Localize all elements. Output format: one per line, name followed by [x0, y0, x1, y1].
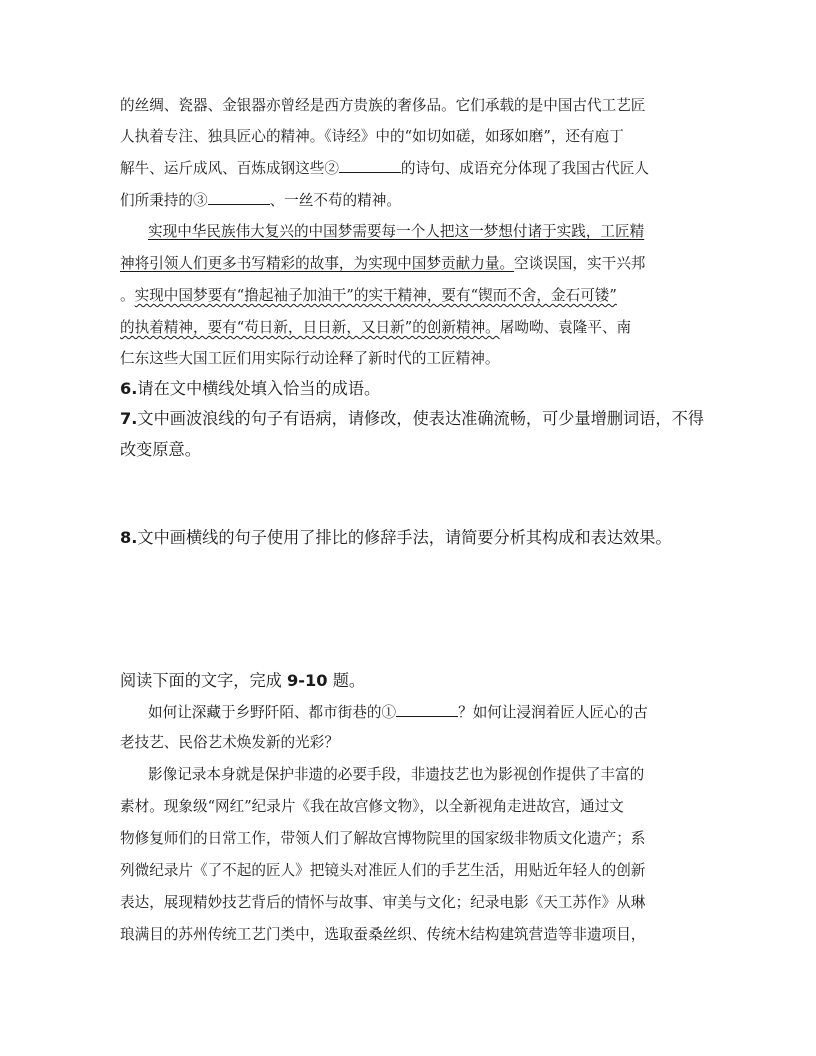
- blank-3: [208, 190, 270, 205]
- underlined-sentence: 实现中华民族伟大复兴的中国梦需要每一个人把这一梦想付诸于实践，工匠精: [148, 223, 645, 240]
- passage-line: [120, 318, 631, 338]
- passage-line: [120, 190, 401, 211]
- question-6: [120, 378, 380, 400]
- passage-line: 表达，展现精妙技艺背后的情怀与故事、审美与文化；纪录电影《天工苏作》从琳: [120, 894, 646, 911]
- question-number: 8.: [120, 528, 138, 547]
- passage-line: 人执着专注、独具匠心的精神。《诗经》中的“如切如磋，如琢如磨”，还有庖丁: [120, 128, 624, 145]
- text-span: 。: [120, 287, 135, 304]
- question-number: 7.: [120, 409, 138, 428]
- text-span: 如何让深藏于乡野阡陌、都市街巷的①: [148, 704, 397, 721]
- text-span: 的诗句、成语充分体现了我国古代匠人: [400, 160, 650, 177]
- passage-line: [148, 702, 648, 723]
- passage-line: 的丝绸、瓷器、金银器亦曾经是西方贵族的奢侈品。它们承载的是中国古代工艺匠: [120, 97, 646, 114]
- wavy-underlined-sentence: 的执着精神，要有“苟日新，日日新，又日新”的创新精神。: [120, 319, 500, 336]
- text-span: ？如何让浸润着匠人匠心的古: [458, 704, 648, 721]
- section-heading: [120, 670, 365, 692]
- text-span: 解牛、运斤成风、百炼成钢这些②: [120, 160, 339, 177]
- question-7-cont: 改变原意。: [120, 440, 201, 459]
- text-span: 们所秉持的③: [120, 192, 208, 209]
- question-text: 文中画横线的句子使用了排比的修辞手法，请简要分析其构成和表达效果。: [137, 528, 672, 547]
- underlined-sentence: 神将引领人们更多书写精彩的故事，为实现中国梦贡献力量。: [120, 255, 515, 272]
- question-range: 9-10: [287, 671, 328, 690]
- blank-2: [339, 158, 401, 173]
- passage-line: [120, 158, 649, 179]
- question-number: 6.: [120, 379, 138, 398]
- passage-line: [120, 286, 617, 306]
- passage-line: 琅满目的苏州传统工艺门类中，选取蚕桑丝织、传统木结构建筑营造等非遗项目，: [120, 926, 646, 943]
- passage-line: 物修复师们的日常工作，带领人们了解故宫博物院里的国家级非物质文化遗产；系: [120, 830, 646, 847]
- passage-line: 影像记录本身就是保护非遗的必要手段，非遗技艺也为影视创作提供了丰富的: [148, 766, 645, 783]
- text-span: 空谈误国，实干兴邦: [514, 255, 646, 272]
- question-8: [120, 527, 672, 549]
- passage-line: [120, 254, 645, 274]
- passage-line: 老技艺、民俗艺术焕发新的光彩？: [120, 734, 339, 751]
- heading-text: 阅读下面的文字，完成: [120, 671, 288, 690]
- passage-line: 素材。现象级“网红”纪录片《我在故宫修文物》，以全新视角走进故宫，通过文: [120, 798, 624, 815]
- text-span: 、一丝不苟的精神。: [269, 192, 401, 209]
- heading-text: 题。: [327, 671, 366, 690]
- question-7: [120, 408, 704, 430]
- question-text: 文中画波浪线的句子有语病，请修改，使表达准确流畅，可少量增删词语，不得: [137, 409, 704, 428]
- passage-line: 仁东这些大国工匠们用实际行动诠释了新时代的工匠精神。: [120, 350, 500, 367]
- blank-1: [396, 702, 458, 717]
- passage-line: 列微纪录片《了不起的匠人》把镜头对准匠人们的手艺生活，用贴近年轻人的创新: [120, 862, 646, 879]
- text-span: 屠呦呦、袁隆平、南: [499, 319, 632, 336]
- question-text: 请在文中横线处填入恰当的成语。: [137, 379, 381, 398]
- wavy-underlined-sentence: 实现中国梦要有“撸起袖子加油干”的实干精神，要有“锲而不舍，金石可镂”: [134, 287, 617, 304]
